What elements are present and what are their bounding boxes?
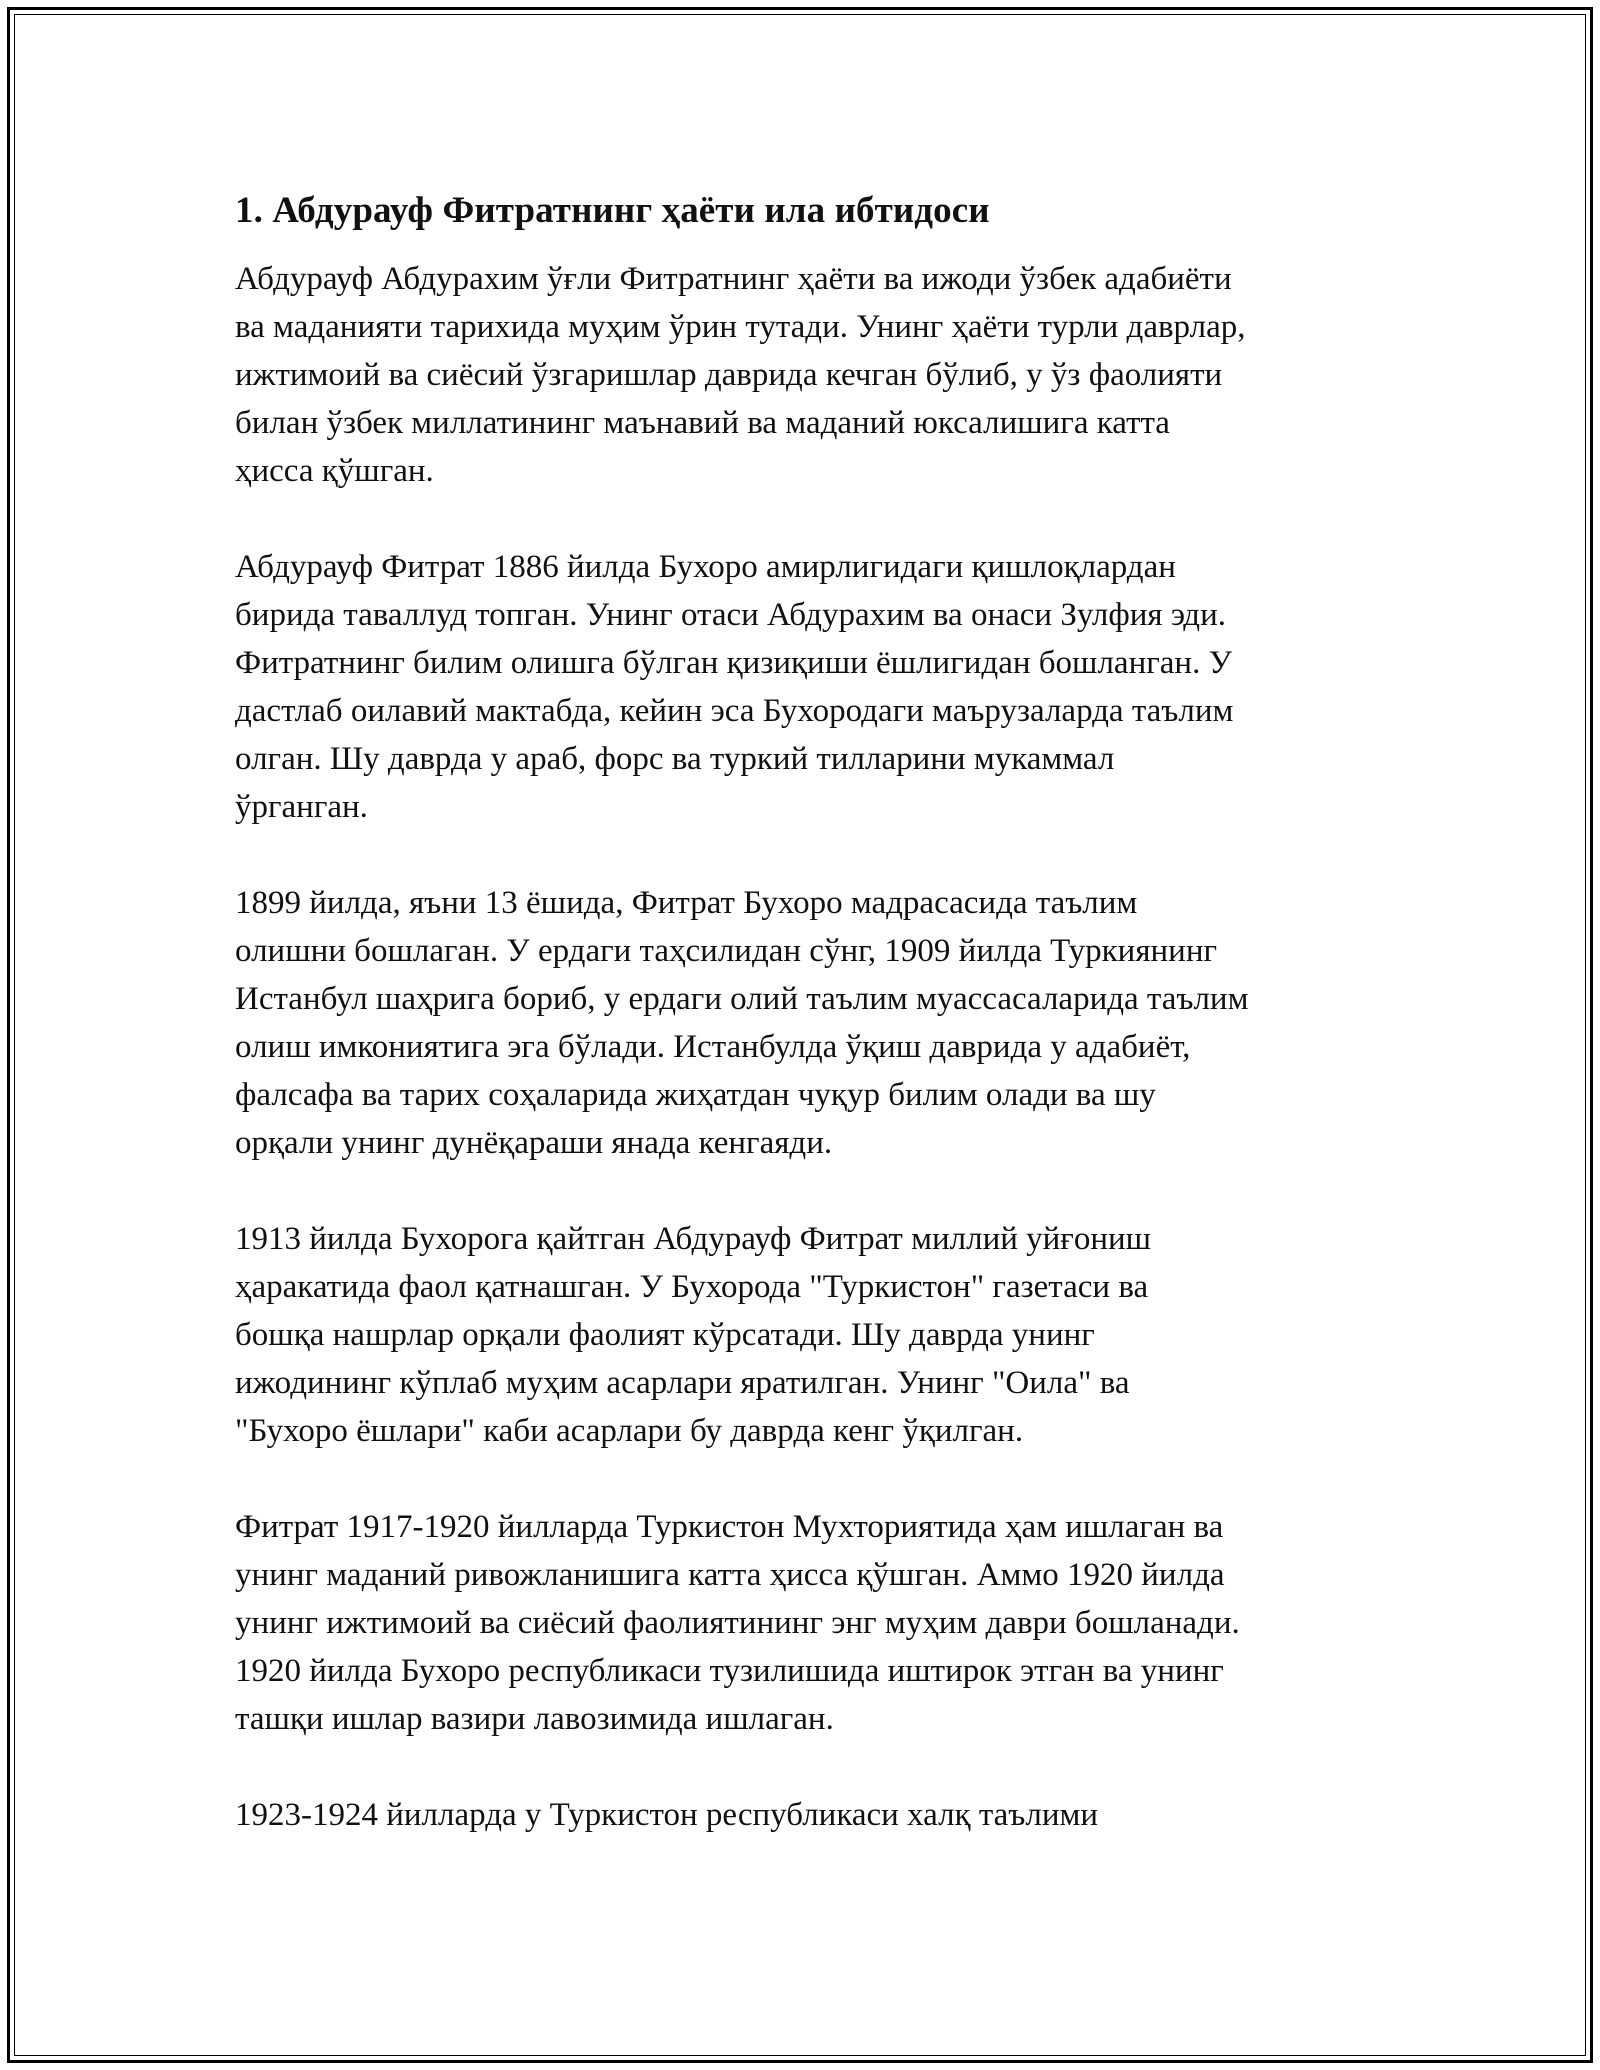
paragraph-line: ижтимоий ва сиёсий ўзгаришлар даврида кечган бўлиб, у ўз фаолияти [235, 357, 1223, 393]
paragraph-line: билан ўзбек миллатининг маънавий ва маданий юксалишига катта [235, 405, 1170, 441]
section-heading: 1. Абдурауф Фитратнинг ҳаёти ила ибтидоси [235, 190, 990, 231]
paragraph-line: орқали унинг дунёқараши янада кенгаяди. [235, 1125, 833, 1161]
paragraph-line: бирида таваллуд топган. Унинг отаси Абдурахим ва онаси Зулфия эди. [235, 597, 1226, 633]
paragraph-line: 1920 йилда Бухоро республикаси тузилишида иштирок этган ва унинг [235, 1653, 1224, 1689]
paragraph-line: ўрганган. [235, 789, 368, 825]
paragraph-3 [235, 879, 1370, 1167]
paragraph-line: олишни бошлаган. У ердаги таҳсилидан сўнг, 1909 йилда Туркиянинг [235, 933, 1218, 969]
paragraph-line: Абдурауф Фитрат 1886 йилда Бухоро амирлигидаги қишлоқлардан [235, 549, 1176, 585]
paragraph-line: унинг маданий ривожланишига катта ҳисса қўшган. Аммо 1920 йилда [235, 1557, 1225, 1593]
paragraph-1 [235, 255, 1370, 495]
paragraph-line: Истанбул шаҳрига бориб, у ердаги олий таълим муассасаларида таълим [235, 981, 1249, 1017]
document-body [235, 187, 1370, 1887]
paragraph-line: олган. Шу даврда у араб, форс ва туркий тилларини мукаммал [235, 741, 1115, 777]
paragraph-line: Абдурауф Абдурахим ўғли Фитратнинг ҳаёти ва ижоди ўзбек адабиёти [235, 261, 1232, 297]
paragraph-line: бошқа нашрлар орқали фаолият кўрсатади. Шу даврда унинг [235, 1317, 1095, 1353]
paragraph-line: Фитратнинг билим олишга бўлган қизиқиши ёшлигидан бошланган. У [235, 645, 1232, 681]
paragraph-line: 1923-1924 йилларда у Туркистон республикаси халқ таълими [235, 1797, 1099, 1833]
paragraph-line: Фитрат 1917-1920 йилларда Туркистон Мухториятида ҳам ишлаган ва [235, 1509, 1224, 1545]
paragraph-line: олиш имкониятига эга бўлади. Истанбулда ўқиш даврида у адабиёт, [235, 1029, 1191, 1065]
paragraph-4 [235, 1215, 1370, 1455]
paragraph-line: унинг ижтимоий ва сиёсий фаолиятининг энг муҳим даври бошланади. [235, 1605, 1240, 1641]
paragraph-line: ҳаракатида фаол қатнашган. У Бухорода "Туркистон" газетаси ва [235, 1269, 1149, 1305]
paragraph-line: дастлаб оилавий мактабда, кейин эса Бухородаги маърузаларда таълим [235, 693, 1234, 729]
paragraph-line: 1899 йилда, яъни 13 ёшида, Фитрат Бухоро мадрасасида таълим [235, 885, 1138, 921]
paragraph-line: ва маданияти тарихида муҳим ўрин тутади. Унинг ҳаёти турли даврлар, [235, 309, 1246, 345]
paragraph-line: "Бухоро ёшлари" каби асарлари бу даврда кенг ўқилган. [235, 1413, 1024, 1449]
paragraph-line: 1913 йилда Бухорога қайтган Абдурауф Фитрат миллий уйғониш [235, 1221, 1152, 1257]
paragraph-6 [235, 1791, 1370, 1839]
paragraph-line: фалсафа ва тарих соҳаларида жиҳатдан чуқур билим олади ва шу [235, 1077, 1156, 1113]
paragraph-line: ижодининг кўплаб муҳим асарлари яратилган. Унинг "Оила" ва [235, 1365, 1130, 1401]
paragraph-line: ташқи ишлар вазири лавозимида ишлаган. [235, 1701, 834, 1737]
paragraph-2 [235, 543, 1370, 831]
paragraph-5 [235, 1503, 1370, 1743]
paragraph-line: ҳисса қўшган. [235, 453, 434, 489]
